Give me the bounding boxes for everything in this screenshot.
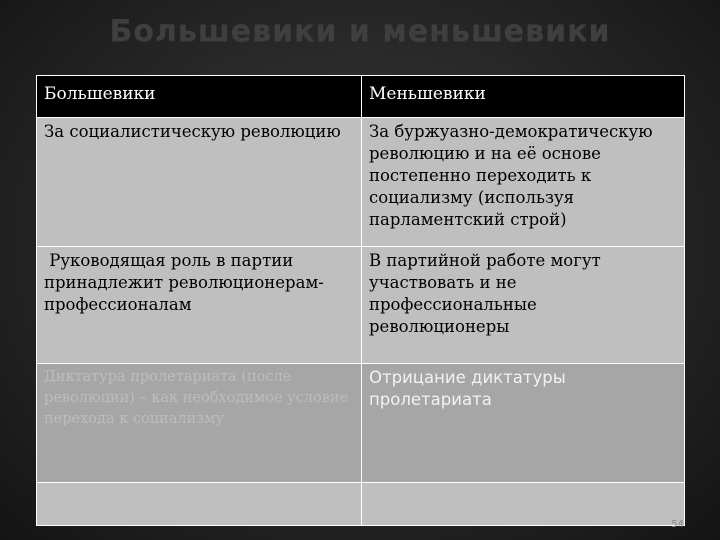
table-row [37, 364, 685, 483]
table-row [37, 118, 685, 247]
table-row [37, 483, 685, 526]
table-header-row [37, 76, 685, 118]
column-header-bolsheviks: Большевики [37, 76, 362, 118]
table-row [37, 247, 685, 364]
table-cell [362, 483, 685, 526]
table-cell: Руководящая роль в партии принадлежит революционерам-профессионалам [37, 247, 362, 364]
table-cell: Отрицание диктатуры пролетариата [362, 364, 685, 483]
table-cell: За социалистическую революцию [37, 118, 362, 247]
page-number: 54 [671, 519, 684, 530]
table-cell: За буржуазно-демократическую революцию и на её основе постепенно переходить к социализму (используя парламентский строй) [362, 118, 685, 247]
comparison-table [36, 75, 685, 526]
table-cell: В партийной работе могут участвовать и не профессиональные революционеры [362, 247, 685, 364]
table-cell: Диктатура пролетариата (после революции) – как необходимое условие перехода к социализму [37, 364, 362, 483]
slide-title: Большевики и меньшевики [109, 14, 611, 49]
table-cell [37, 483, 362, 526]
column-header-mensheviks: Меньшевики [362, 76, 685, 118]
